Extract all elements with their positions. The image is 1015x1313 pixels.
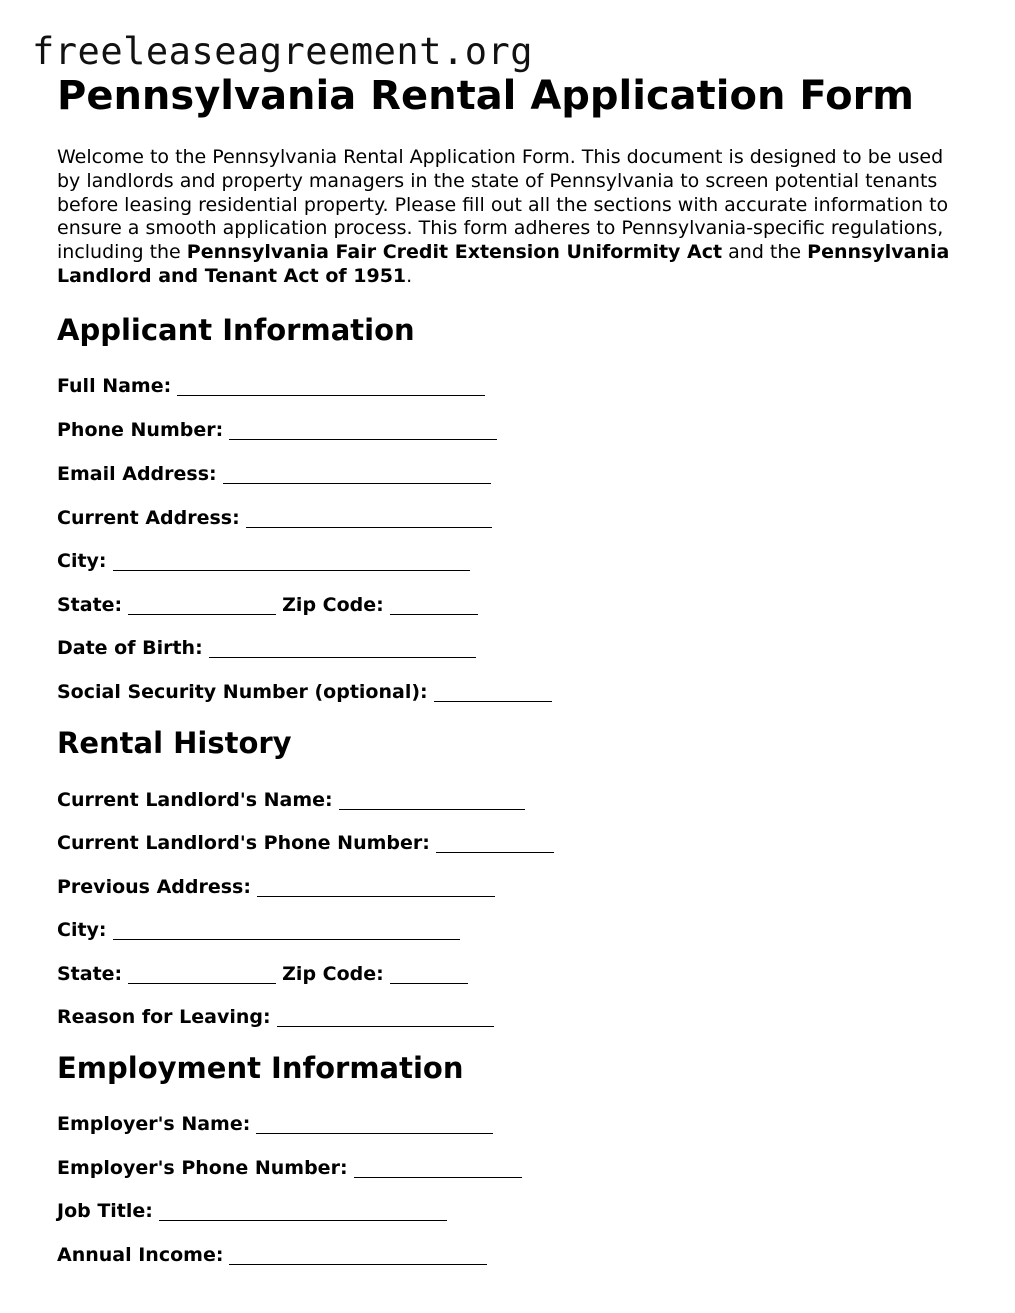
label-employer-phone: Employer's Phone Number: bbox=[57, 1157, 348, 1179]
label-annual-income: Annual Income: bbox=[57, 1244, 224, 1266]
field-ssn bbox=[57, 678, 552, 704]
input-job-title[interactable] bbox=[159, 1200, 447, 1221]
label-landlord-phone: Current Landlord's Phone Number: bbox=[57, 832, 430, 854]
field-employer-phone bbox=[57, 1154, 522, 1180]
page-title: Pennsylvania Rental Application Form bbox=[57, 73, 914, 119]
label-zip-code: Zip Code: bbox=[282, 594, 384, 616]
label-job-title: Job Title: bbox=[57, 1200, 153, 1222]
field-email-address bbox=[57, 460, 491, 486]
input-annual-income[interactable] bbox=[229, 1244, 487, 1265]
input-previous-zip[interactable] bbox=[390, 963, 468, 984]
input-current-address[interactable] bbox=[246, 507, 492, 528]
input-phone-number[interactable] bbox=[229, 419, 497, 440]
input-full-name[interactable] bbox=[177, 375, 485, 396]
section-heading-applicant: Applicant Information bbox=[57, 313, 415, 347]
field-landlord-name bbox=[57, 786, 525, 812]
input-previous-address[interactable] bbox=[257, 876, 495, 897]
label-current-address: Current Address: bbox=[57, 507, 240, 529]
input-state[interactable] bbox=[128, 594, 276, 615]
intro-bold-act-1: Pennsylvania Fair Credit Extension Uniformity Act bbox=[186, 241, 723, 264]
field-previous-city bbox=[57, 916, 460, 942]
label-date-of-birth: Date of Birth: bbox=[57, 637, 203, 659]
label-previous-state: State: bbox=[57, 963, 123, 985]
field-annual-income bbox=[57, 1241, 487, 1267]
field-previous-address bbox=[57, 873, 495, 899]
field-full-name bbox=[57, 372, 485, 398]
label-email-address: Email Address: bbox=[57, 463, 217, 485]
field-date-of-birth bbox=[57, 634, 476, 660]
input-previous-city[interactable] bbox=[113, 919, 460, 940]
watermark-site-name: freeleaseagreement.org bbox=[32, 30, 534, 73]
intro-text-3: . bbox=[406, 264, 413, 287]
field-state-zip bbox=[57, 591, 478, 617]
field-current-address bbox=[57, 504, 492, 530]
label-previous-zip: Zip Code: bbox=[282, 963, 384, 985]
label-state: State: bbox=[57, 594, 123, 616]
input-employer-phone[interactable] bbox=[354, 1157, 522, 1178]
input-employer-name[interactable] bbox=[256, 1113, 493, 1134]
field-landlord-phone bbox=[57, 829, 554, 855]
label-employer-name: Employer's Name: bbox=[57, 1113, 251, 1135]
field-reason-for-leaving bbox=[57, 1003, 494, 1029]
intro-paragraph bbox=[57, 146, 962, 289]
label-city: City: bbox=[57, 550, 107, 572]
label-landlord-name: Current Landlord's Name: bbox=[57, 789, 333, 811]
intro-text-2: and the bbox=[722, 241, 808, 264]
field-previous-state-zip bbox=[57, 960, 468, 986]
section-heading-employment: Employment Information bbox=[57, 1051, 464, 1085]
input-email-address[interactable] bbox=[223, 463, 491, 484]
field-city bbox=[57, 547, 470, 573]
label-previous-address: Previous Address: bbox=[57, 876, 251, 898]
field-job-title bbox=[57, 1197, 447, 1223]
field-phone-number bbox=[57, 416, 497, 442]
input-city[interactable] bbox=[113, 550, 470, 571]
input-landlord-phone[interactable] bbox=[436, 832, 554, 853]
field-employer-name bbox=[57, 1110, 493, 1136]
input-zip-code[interactable] bbox=[390, 594, 478, 615]
input-date-of-birth[interactable] bbox=[209, 637, 476, 658]
label-phone-number: Phone Number: bbox=[57, 419, 224, 441]
label-previous-city: City: bbox=[57, 919, 107, 941]
label-reason-for-leaving: Reason for Leaving: bbox=[57, 1006, 271, 1028]
label-ssn: Social Security Number (optional): bbox=[57, 681, 428, 703]
input-reason-for-leaving[interactable] bbox=[277, 1006, 494, 1027]
label-full-name: Full Name: bbox=[57, 375, 172, 397]
input-ssn[interactable] bbox=[434, 681, 552, 702]
intro-bold-act-2: Pennsylvania Landlord and Tenant Act of 1951 bbox=[57, 241, 950, 287]
input-previous-state[interactable] bbox=[128, 963, 276, 984]
section-heading-rental-history: Rental History bbox=[57, 726, 292, 760]
input-landlord-name[interactable] bbox=[339, 789, 525, 810]
intro-text-1: Welcome to the Pennsylvania Rental Application Form. This document is designed to be used by landlords and property managers in the state of Pennsylvania to screen potential tenants before leasing residential property. Please fill out all the sections with accurate information to ensure a smooth application process. This form adheres to Pennsylvania-specific regulations, including the bbox=[57, 146, 949, 264]
